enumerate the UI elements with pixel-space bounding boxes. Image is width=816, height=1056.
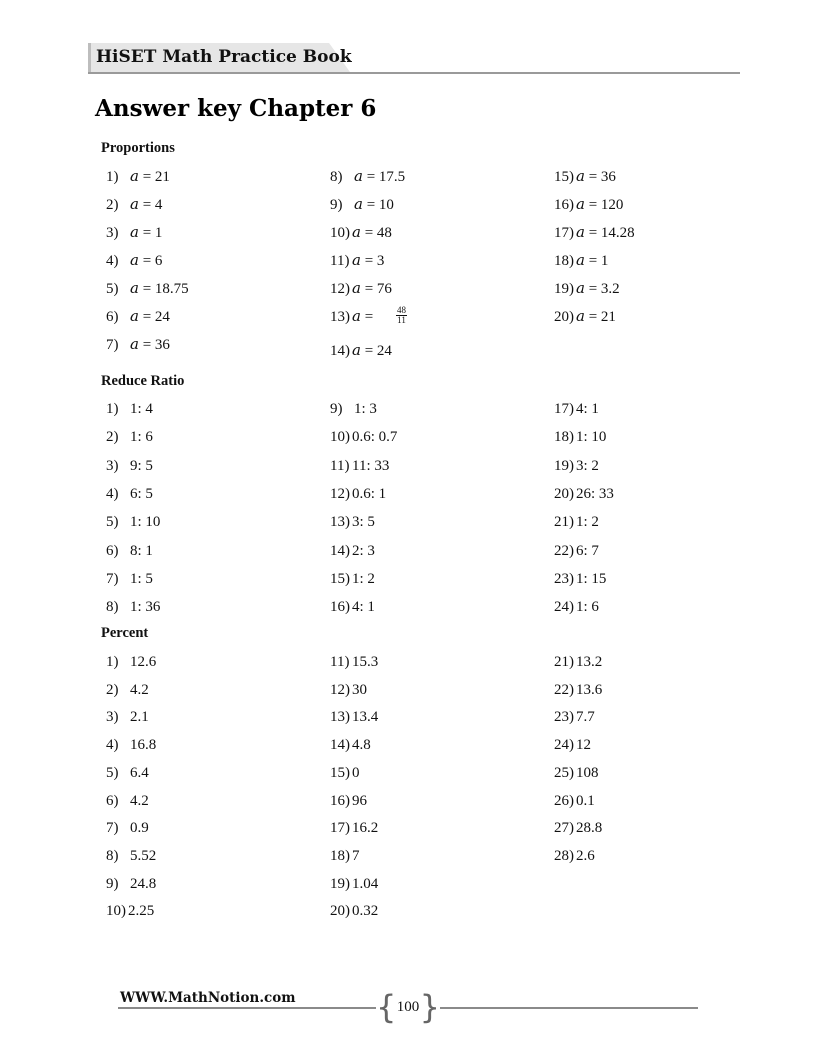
answer-value: 𝑎 = 3.2 — [576, 281, 620, 297]
answer-value: 𝑎 = 21 — [576, 309, 616, 325]
answer-number: 3) — [106, 709, 119, 726]
answer-item — [330, 196, 394, 214]
answer-number: 20) — [554, 309, 574, 325]
answer-value: 11: 33 — [352, 457, 390, 474]
answer-item — [106, 542, 153, 560]
answer-item — [554, 280, 620, 298]
answer-value: 9: 5 — [130, 457, 153, 474]
answer-item — [554, 736, 591, 754]
answer-item — [554, 819, 603, 837]
answer-number: 22) — [554, 681, 574, 698]
answer-item — [330, 485, 387, 503]
chapter-title: Answer key Chapter 6 — [95, 95, 377, 122]
answer-value: 0.6: 0.7 — [352, 429, 398, 446]
answer-item — [106, 308, 170, 326]
answer-value: 12 — [576, 737, 591, 754]
answer-item — [106, 819, 149, 837]
answer-value: 1: 2 — [352, 570, 375, 587]
answer-number: 21) — [554, 514, 574, 531]
answer-number: 16) — [330, 792, 350, 809]
answer-item — [554, 570, 607, 588]
answer-number: 16) — [330, 599, 350, 616]
answer-item — [106, 457, 153, 475]
header-tab-edge — [88, 43, 91, 72]
answer-number: 13) — [330, 309, 350, 325]
answer-number: 23) — [554, 570, 574, 587]
answer-item — [554, 598, 599, 616]
answer-value: 𝑎 = 1 — [130, 225, 163, 241]
answer-number: 9) — [330, 197, 343, 213]
answer-number: 4) — [106, 485, 119, 502]
answer-number: 20) — [330, 903, 350, 920]
answer-item — [330, 457, 390, 475]
answer-value: 1: 36 — [130, 599, 161, 616]
answer-item — [330, 428, 398, 446]
answer-number: 5) — [106, 281, 119, 297]
answer-number: 25) — [554, 764, 574, 781]
footer-url: WWW.MathNotion.com — [120, 990, 296, 1006]
answer-value: 1: 6 — [576, 599, 599, 616]
answer-value: 2.25 — [128, 903, 155, 920]
answer-item — [554, 542, 599, 560]
answer-value: 2.6 — [576, 847, 595, 864]
answer-value: 𝑎 = — [352, 309, 374, 325]
answer-value: 1: 5 — [130, 570, 153, 587]
footer-rule-left — [118, 1007, 376, 1009]
answer-number: 7) — [106, 570, 119, 587]
answer-item — [106, 485, 153, 503]
answer-item — [106, 847, 157, 865]
answer-value: 13.2 — [576, 654, 603, 670]
answer-value: 1: 15 — [576, 570, 607, 587]
answer-value: 30 — [352, 681, 367, 698]
answer-number: 15) — [330, 764, 350, 781]
answer-value: 96 — [352, 792, 367, 809]
footer-rule-right — [440, 1007, 698, 1009]
answer-item — [554, 847, 595, 865]
answer-number: 12) — [330, 485, 350, 502]
answer-value: 𝑎 = 21 — [130, 169, 170, 185]
answer-number: 28) — [554, 847, 574, 864]
answer-value: 13.4 — [352, 709, 379, 726]
answer-value: 7 — [352, 847, 360, 864]
answer-value: 0.9 — [130, 820, 149, 837]
answer-item — [554, 513, 599, 531]
answer-item — [106, 400, 153, 418]
answer-item — [330, 224, 392, 242]
answer-item — [330, 598, 375, 616]
answer-item — [554, 457, 599, 475]
answer-number: 24) — [554, 737, 574, 754]
answer-value: 𝑎 = 120 — [576, 197, 624, 213]
answer-item — [330, 542, 375, 560]
answer-number: 19) — [554, 457, 574, 474]
answer-value: 𝑎 = 14.28 — [576, 225, 635, 241]
answer-item — [106, 653, 157, 671]
answer-value: 108 — [576, 764, 599, 781]
answer-number: 4) — [106, 737, 119, 754]
answer-number: 12) — [330, 681, 350, 698]
answer-number: 14) — [330, 542, 350, 559]
answer-fraction — [396, 306, 407, 325]
answer-value: 24.8 — [130, 875, 157, 892]
answer-value: 1: 2 — [576, 514, 599, 531]
answer-item — [106, 196, 163, 214]
answer-value: 13.6 — [576, 681, 603, 698]
answer-number: 22) — [554, 542, 574, 559]
answer-item — [330, 513, 375, 531]
answer-value: 28.8 — [576, 820, 603, 837]
answer-number: 11) — [330, 457, 350, 474]
answer-number: 14) — [330, 343, 350, 359]
page-header — [88, 43, 740, 75]
answer-number: 6) — [106, 309, 119, 325]
answer-value: 4.2 — [130, 792, 149, 809]
answer-item — [106, 736, 157, 754]
answer-value: 3: 5 — [352, 514, 375, 531]
answer-number: 11) — [330, 654, 350, 670]
answer-item — [106, 513, 161, 531]
fraction-denominator: 11 — [397, 315, 406, 325]
answer-number: 13) — [330, 514, 350, 531]
answer-value: 𝑎 = 76 — [352, 281, 392, 297]
answer-value: 0.32 — [352, 903, 379, 920]
answer-item — [330, 252, 385, 270]
answer-number: 8) — [330, 169, 343, 185]
answer-item — [106, 570, 153, 588]
answer-number: 5) — [106, 514, 119, 531]
answer-number: 14) — [330, 737, 350, 754]
answer-number: 8) — [106, 847, 119, 864]
answer-number: 7) — [106, 337, 119, 353]
answer-value: 𝑎 = 4 — [130, 197, 163, 213]
answer-item — [106, 598, 161, 616]
answer-value: 1: 6 — [130, 429, 153, 446]
answer-value: 0.6: 1 — [352, 485, 387, 502]
answer-item — [106, 792, 149, 810]
answer-number: 12) — [330, 281, 350, 297]
answer-number: 15) — [330, 570, 350, 587]
answer-number: 17) — [330, 820, 350, 837]
answer-value: 12.6 — [130, 654, 157, 670]
answer-value: 𝑎 = 36 — [576, 169, 616, 185]
answer-value: 1: 10 — [576, 429, 607, 446]
answer-value: 1: 10 — [130, 514, 161, 531]
answer-number: 2) — [106, 681, 119, 698]
answer-number: 3) — [106, 225, 119, 241]
answer-item — [106, 168, 170, 186]
section-title-percent: Percent — [101, 625, 149, 641]
answer-value: 8: 1 — [130, 542, 153, 559]
answer-item — [330, 681, 367, 699]
answer-number: 10) — [330, 429, 350, 446]
section-title-proportions: Proportions — [101, 140, 175, 156]
header-rule — [88, 72, 740, 74]
answer-value: 6: 7 — [576, 542, 599, 559]
answer-value: 𝑎 = 18.75 — [130, 281, 189, 297]
page-number: 100 — [396, 999, 420, 1015]
answer-value: 1: 4 — [130, 401, 153, 417]
answer-item — [330, 792, 367, 810]
answer-item — [554, 764, 599, 782]
answer-number: 18) — [554, 253, 574, 269]
answer-item — [330, 764, 360, 782]
answer-item — [554, 400, 599, 418]
answer-item — [106, 902, 155, 920]
answer-value: 5.52 — [130, 847, 157, 864]
answer-number: 18) — [330, 847, 350, 864]
answer-number: 18) — [554, 429, 574, 446]
answer-item — [330, 570, 375, 588]
answer-item — [554, 792, 595, 810]
answer-number: 4) — [106, 253, 119, 269]
left-brace-icon: { — [376, 988, 397, 1026]
answer-number: 1) — [106, 654, 119, 670]
answer-item — [330, 819, 379, 837]
answer-item — [106, 252, 163, 270]
answer-item — [106, 280, 189, 298]
answer-value: 16.2 — [352, 820, 379, 837]
answer-item — [554, 224, 635, 242]
answer-item — [106, 681, 149, 699]
answer-item — [554, 308, 616, 326]
answer-number: 23) — [554, 709, 574, 726]
answer-value: 15.3 — [352, 654, 379, 670]
answer-number: 1) — [106, 169, 119, 185]
answer-item — [554, 428, 607, 446]
right-brace-icon: } — [419, 988, 440, 1026]
answer-value: 𝑎 = 24 — [130, 309, 170, 325]
answer-number: 3) — [106, 457, 119, 474]
answer-value: 2.1 — [130, 709, 149, 726]
answer-item — [330, 875, 379, 893]
answer-item — [106, 224, 163, 242]
answer-item — [554, 196, 624, 214]
answer-value: 6: 5 — [130, 485, 153, 502]
answer-number: 1) — [106, 401, 119, 417]
answer-value: 𝑎 = 1 — [576, 253, 609, 269]
answer-item — [554, 168, 616, 186]
answer-item — [330, 305, 406, 326]
answer-item — [330, 280, 392, 298]
answer-value: 6.4 — [130, 764, 149, 781]
answer-item — [330, 653, 379, 671]
answer-value: 𝑎 = 36 — [130, 337, 170, 353]
answer-value: 𝑎 = 10 — [354, 197, 394, 213]
answer-item — [330, 168, 406, 186]
answer-number: 17) — [554, 401, 574, 417]
answer-item — [330, 400, 377, 418]
answer-value: 𝑎 = 17.5 — [354, 169, 406, 185]
answer-number: 2) — [106, 197, 119, 213]
answer-number: 27) — [554, 820, 574, 837]
answer-number: 8) — [106, 599, 119, 616]
answer-number: 21) — [554, 654, 574, 670]
answer-number: 13) — [330, 709, 350, 726]
answer-number: 17) — [554, 225, 574, 241]
answer-number: 24) — [554, 599, 574, 616]
answer-number: 7) — [106, 820, 119, 837]
answer-number: 11) — [330, 253, 350, 269]
answer-item — [554, 653, 603, 671]
answer-number: 20) — [554, 485, 574, 502]
answer-item — [330, 736, 371, 754]
answer-number: 19) — [554, 281, 574, 297]
answer-value: 𝑎 = 48 — [352, 225, 392, 241]
answer-item — [106, 875, 157, 893]
answer-value: 2: 3 — [352, 542, 375, 559]
answer-item — [330, 342, 392, 360]
answer-value: 26: 33 — [576, 485, 614, 502]
answer-number: 9) — [106, 875, 119, 892]
book-title: HiSET Math Practice Book — [96, 47, 352, 67]
answer-item — [554, 485, 614, 503]
page-number-box — [376, 990, 440, 1026]
answer-number: 19) — [330, 875, 350, 892]
answer-value: 1: 3 — [354, 401, 377, 417]
answer-value: 0 — [352, 764, 360, 781]
answer-item — [106, 428, 153, 446]
answer-number: 15) — [554, 169, 574, 185]
answer-value: 4.2 — [130, 681, 149, 698]
answer-value: 0.1 — [576, 792, 595, 809]
answer-item — [106, 336, 170, 354]
answer-value: 7.7 — [576, 709, 595, 726]
answer-item — [330, 902, 379, 920]
answer-number: 6) — [106, 792, 119, 809]
answer-number: 2) — [106, 429, 119, 446]
answer-item — [106, 708, 149, 726]
answer-number: 16) — [554, 197, 574, 213]
answer-number: 5) — [106, 764, 119, 781]
answer-value: 1.04 — [352, 875, 379, 892]
answer-number: 9) — [330, 401, 343, 417]
answer-value: 𝑎 = 6 — [130, 253, 163, 269]
answer-value: 𝑎 = 24 — [352, 343, 392, 359]
section-title-reduce-ratio: Reduce Ratio — [101, 373, 185, 389]
answer-item — [554, 681, 603, 699]
answer-value: 3: 2 — [576, 457, 599, 474]
answer-value: 4: 1 — [352, 599, 375, 616]
answer-item — [330, 708, 379, 726]
answer-number: 26) — [554, 792, 574, 809]
answer-number: 6) — [106, 542, 119, 559]
answer-item — [106, 764, 149, 782]
answer-value: 16.8 — [130, 737, 157, 754]
answer-value: 4: 1 — [576, 401, 599, 417]
answer-item — [330, 847, 360, 865]
answer-item — [554, 708, 595, 726]
answer-number: 10) — [330, 225, 350, 241]
answer-value: 𝑎 = 3 — [352, 253, 385, 269]
answer-number: 10) — [106, 903, 126, 920]
answer-item — [554, 252, 609, 270]
fraction-numerator: 48 — [397, 305, 406, 315]
answer-value: 4.8 — [352, 737, 371, 754]
